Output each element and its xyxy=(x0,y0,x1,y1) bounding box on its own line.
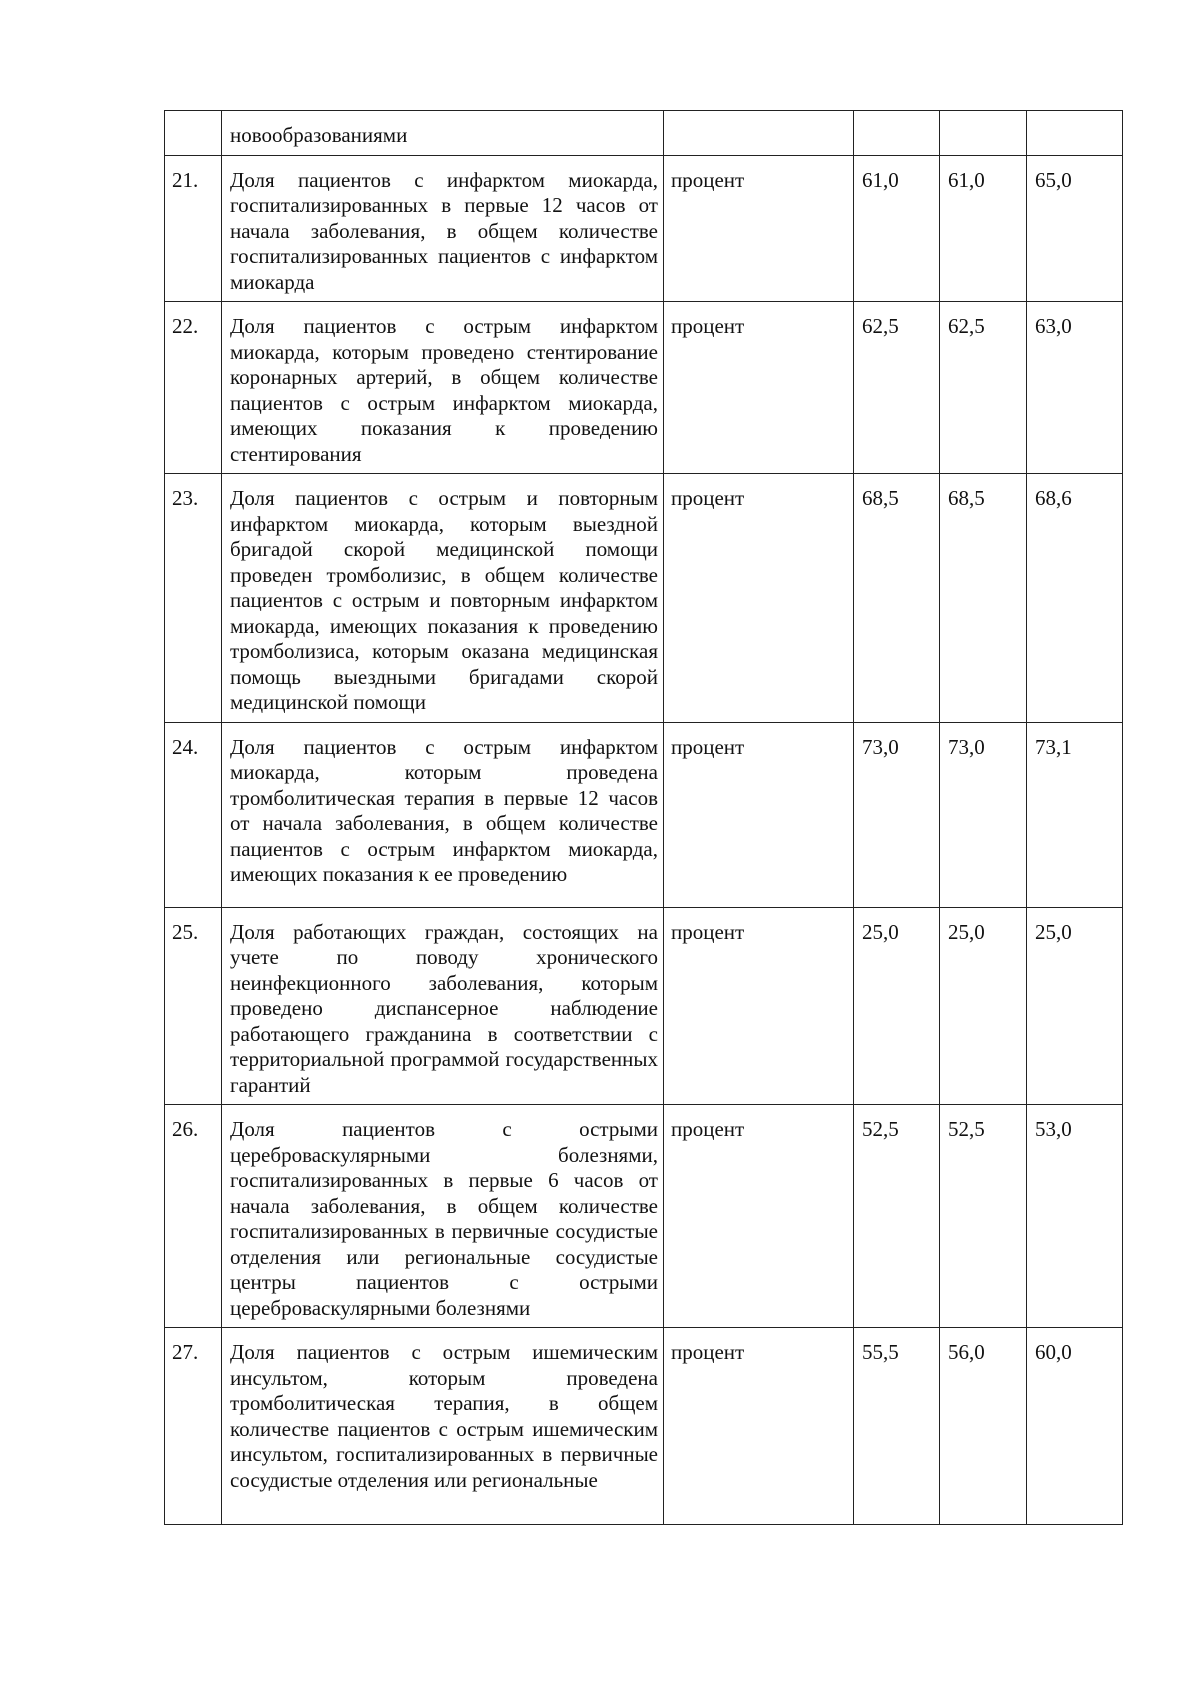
value-year-3-cell: 65,0 xyxy=(1027,155,1123,302)
value-year-3-cell: 60,0 xyxy=(1027,1328,1123,1525)
row-number-cell: 27. xyxy=(165,1328,222,1525)
indicator-description-cell: новообразованиями xyxy=(222,111,664,156)
row-number-cell: 22. xyxy=(165,302,222,474)
value-year-2-cell: 52,5 xyxy=(940,1105,1027,1328)
value-year-1-cell: 68,5 xyxy=(854,474,940,723)
table-row xyxy=(165,1105,1123,1328)
indicator-description-cell: Доля пациентов с острыми цереброваскулярными болезнями, госпитализированных в первые 6 часов от начала заболевания, в общем количестве госпитализированных в первичные сосудистые отделения или региональные сосудистые центры пациентов с острыми цереброваскулярными болезнями xyxy=(222,1105,664,1328)
unit-cell: процент xyxy=(664,1105,854,1328)
document-sheet xyxy=(164,110,1122,1525)
value-year-2-cell: 25,0 xyxy=(940,907,1027,1105)
indicator-description-cell: Доля пациентов с острым ишемическим инсультом, которым проведена тромболитическая терапия, в общем количестве пациентов с острым ишемическим инсультом, госпитализированных в первичные сосудистые отделения или региональные xyxy=(222,1328,664,1525)
row-number-cell: 25. xyxy=(165,907,222,1105)
unit-cell xyxy=(664,111,854,156)
table-row xyxy=(165,722,1123,907)
value-year-3-cell: 53,0 xyxy=(1027,1105,1123,1328)
value-year-3-cell: 63,0 xyxy=(1027,302,1123,474)
indicators-table xyxy=(164,110,1123,1525)
table-row xyxy=(165,302,1123,474)
value-year-1-cell: 25,0 xyxy=(854,907,940,1105)
row-number-cell: 23. xyxy=(165,474,222,723)
value-year-3-cell xyxy=(1027,111,1123,156)
value-year-2-cell xyxy=(940,111,1027,156)
value-year-3-cell: 68,6 xyxy=(1027,474,1123,723)
value-year-2-cell: 68,5 xyxy=(940,474,1027,723)
value-year-1-cell: 73,0 xyxy=(854,722,940,907)
unit-cell: процент xyxy=(664,302,854,474)
value-year-2-cell: 56,0 xyxy=(940,1328,1027,1525)
indicator-description-cell: Доля работающих граждан, состоящих на учете по поводу хронического неинфекционного заболевания, которым проведено диспансерное наблюдение работающего гражданина в соответствии с территориальной программой государственных гарантий xyxy=(222,907,664,1105)
unit-cell: процент xyxy=(664,1328,854,1525)
row-number-cell: 26. xyxy=(165,1105,222,1328)
value-year-2-cell: 61,0 xyxy=(940,155,1027,302)
row-number-cell: 24. xyxy=(165,722,222,907)
value-year-1-cell xyxy=(854,111,940,156)
unit-cell: процент xyxy=(664,722,854,907)
indicator-description-cell: Доля пациентов с острым инфарктом миокарда, которым проведено стентирование коронарных артерий, в общем количестве пациентов с острым инфарктом миокарда, имеющих показания к проведению стентирования xyxy=(222,302,664,474)
row-number-cell: 21. xyxy=(165,155,222,302)
table-row xyxy=(165,111,1123,156)
table-row xyxy=(165,155,1123,302)
unit-cell: процент xyxy=(664,907,854,1105)
value-year-1-cell: 62,5 xyxy=(854,302,940,474)
unit-cell: процент xyxy=(664,155,854,302)
value-year-1-cell: 52,5 xyxy=(854,1105,940,1328)
indicator-description-cell: Доля пациентов с острым и повторным инфарктом миокарда, которым выездной бригадой скорой медицинской помощи проведен тромболизис, в общем количестве пациентов с острым и повторным инфарктом миокарда, имеющих показания к проведению тромболизиса, которым оказана медицинская помощь выездными бригадами скорой медицинской помощи xyxy=(222,474,664,723)
value-year-3-cell: 73,1 xyxy=(1027,722,1123,907)
table-row xyxy=(165,907,1123,1105)
value-year-2-cell: 73,0 xyxy=(940,722,1027,907)
unit-cell: процент xyxy=(664,474,854,723)
indicators-table-body xyxy=(165,111,1123,1525)
indicator-description-cell: Доля пациентов с инфарктом миокарда, госпитализированных в первые 12 часов от начала заболевания, в общем количестве госпитализированных пациентов с инфарктом миокарда xyxy=(222,155,664,302)
value-year-3-cell: 25,0 xyxy=(1027,907,1123,1105)
table-row xyxy=(165,474,1123,723)
value-year-1-cell: 61,0 xyxy=(854,155,940,302)
row-number-cell xyxy=(165,111,222,156)
value-year-2-cell: 62,5 xyxy=(940,302,1027,474)
table-row xyxy=(165,1328,1123,1525)
value-year-1-cell: 55,5 xyxy=(854,1328,940,1525)
indicator-description-cell: Доля пациентов с острым инфарктом миокарда, которым проведена тромболитическая терапия в первые 12 часов от начала заболевания, в общем количестве пациентов с острым инфарктом миокарда, имеющих показания к ее проведению xyxy=(222,722,664,907)
